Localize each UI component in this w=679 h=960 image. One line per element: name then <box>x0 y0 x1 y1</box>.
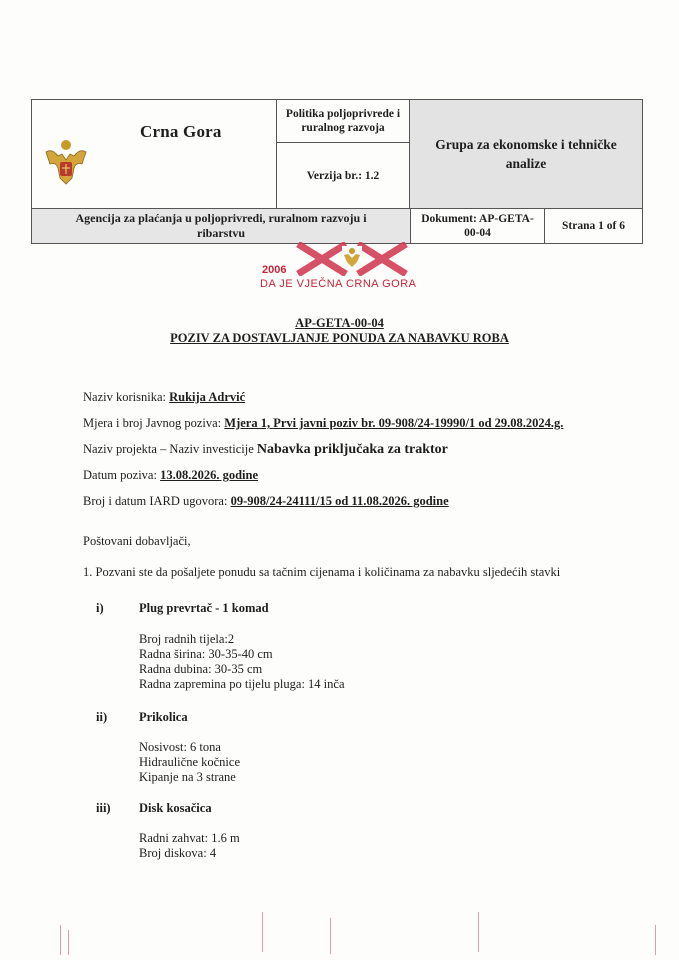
agency-cell: Agencija za plaćanja u poljoprivredi, ruralnom razvoju i ribarstvu <box>31 208 411 244</box>
item-number: i) <box>96 601 104 615</box>
measure-line <box>83 416 563 431</box>
date-value: 13.08.2026. godine <box>160 468 259 482</box>
document-code: AP-GETA-00-04 <box>295 316 384 330</box>
scan-mark <box>478 912 479 952</box>
document-header-table <box>31 99 643 244</box>
beneficiary-value: Rukija Adrvić <box>169 390 246 404</box>
country-name: Crna Gora <box>140 122 222 141</box>
item-spec: Broj diskova: 4 <box>139 846 217 860</box>
item-spec: Broj radnih tijela:2 <box>139 632 235 646</box>
version-cell: Verzija br.: 1.2 <box>276 142 410 209</box>
item-spec: Radni zahvat: 1.6 m <box>139 831 240 845</box>
item-title: Plug prevrtač - 1 komad <box>139 601 269 615</box>
measure-value: Mjera 1, Prvi javni poziv br. 09-908/24-19990/1 od 29.08.2024.g. <box>224 416 564 430</box>
item-spec: Hidraulične kočnice <box>139 755 240 769</box>
anniversary-year: 2006 <box>262 264 287 276</box>
item-spec: Nosivost: 6 tona <box>139 740 221 754</box>
item-spec: Radna zapremina po tijelu pluga: 14 inča <box>139 677 345 691</box>
item-title: Prikolica <box>139 710 188 724</box>
policy-cell: Politika poljoprivrede i ruralnog razvoja <box>276 99 410 143</box>
date-line <box>83 468 258 483</box>
beneficiary-label: Naziv korisnika: <box>83 390 166 404</box>
contract-label: Broj i datum IARD ugovora: <box>83 494 228 508</box>
project-line <box>83 442 448 458</box>
anniversary-logo <box>258 242 428 294</box>
country-cell <box>31 99 277 209</box>
item-number: ii) <box>96 710 108 724</box>
group-cell: Grupa za ekonomske i tehničke analize <box>409 99 643 209</box>
coat-of-arms-icon <box>42 138 90 188</box>
scan-mark <box>262 912 263 952</box>
scan-mark <box>655 925 656 955</box>
scan-mark <box>330 918 331 954</box>
scan-mark <box>60 925 61 955</box>
project-label: Naziv projekta – Naziv investicije <box>83 442 254 456</box>
measure-label: Mjera i broj Javnog poziva: <box>83 416 222 430</box>
item-title: Disk kosačica <box>139 801 212 815</box>
contract-value: 09-908/24-24111/15 od 11.08.2026. godine <box>230 494 449 508</box>
item-spec: Radna dubina: 30-35 cm <box>139 662 263 676</box>
greeting: Poštovani dobavljači, <box>83 534 191 548</box>
project-value: Nabavka priključaka za traktor <box>256 442 448 457</box>
item-spec: Kipanje na 3 strane <box>139 770 236 784</box>
date-label: Datum poziva: <box>83 468 157 482</box>
anniversary-slogan: DA JE VJEČNA CRNA GORA <box>260 278 417 290</box>
page-number-cell: Strana 1 of 6 <box>544 208 643 244</box>
contract-line <box>83 494 449 509</box>
beneficiary-line <box>83 390 245 405</box>
document-id-cell: Dokument: AP-GETA-00-04 <box>410 208 545 244</box>
item-number: iii) <box>96 801 111 815</box>
intro-paragraph: 1. Pozvani ste da pošaljete ponudu sa tačnim cijenama i količinama za nabavku sljedećih stavki <box>83 565 561 579</box>
item-spec: Radna širina: 30-35-40 cm <box>139 647 273 661</box>
xx-emblem-icon <box>294 242 410 276</box>
document-heading: POZIV ZA DOSTAVLJANJE PONUDA ZA NABAVKU ROBA <box>170 331 509 345</box>
scan-mark <box>68 930 69 955</box>
